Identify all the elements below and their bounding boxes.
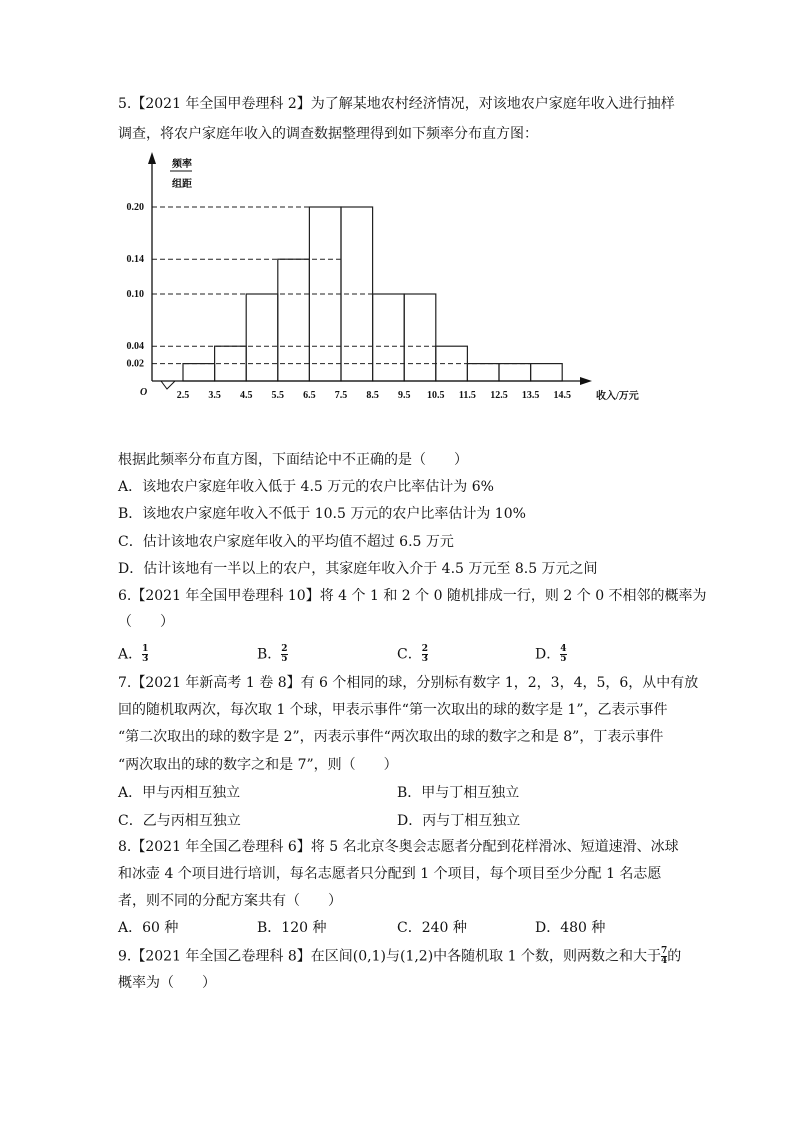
y-tick-label: 0.14 [126,254,144,266]
q7-option-b: B．甲与丁相互独立 [397,785,520,801]
y-tick-label: 0.20 [126,202,144,213]
q5-option-a: A．该地农户家庭年收入低于 4.5 万元的农户比率估计为 6% [118,479,494,495]
histogram-bar [278,259,310,381]
x-tick-label: 7.5 [334,390,348,401]
x-tick-label: 5.5 [271,390,285,401]
x-axis-label: 收入/万元 [596,391,639,402]
x-tick-label: 4.5 [239,390,253,401]
q5-line1: 5.【2021 年全国甲卷理科 2】为了解某地农村经济情况，对该地农户家庭年收入进行抽样 [118,96,675,112]
q7-line4: “两次取出的球的数字之和是 7”，则（ ） [118,757,398,773]
numerator: 4 [560,644,567,654]
x-tick-label: 14.5 [553,390,571,401]
numerator: 7 [660,946,668,956]
q6-option-a [118,645,148,664]
histogram-bar [467,364,499,381]
q6-option-c [397,645,428,664]
x-tick-label: 9.5 [397,390,411,401]
x-tick-label: 6.5 [303,390,316,401]
numerator: 1 [142,644,149,654]
q6-option-d [535,645,567,664]
q9-text-end: 的 [667,948,682,965]
x-tick-label: 13.5 [521,390,540,401]
q5-option-d: D．估计该地有一半以上的农户，其家庭年收入介于 4.5 万元至 8.5 万元之间 [118,561,598,577]
q6-line2: （ ） [118,614,174,630]
q8-option-a: A．60 种 [118,920,179,936]
q8-line3: 者，则不同的分配方案共有（ ） [118,893,342,909]
histogram-bar [246,294,278,381]
y-axis-arrow-icon [148,152,156,164]
histogram-bar [404,294,436,381]
option-label: D． [535,646,561,663]
histogram-bar [373,294,405,381]
q9-line1 [118,947,681,966]
x-tick-label: 3.5 [208,390,221,401]
q6-option-b [257,645,288,664]
q5-option-b: B．该地农户家庭年收入不低于 10.5 万元的农户比率估计为 10% [118,506,526,522]
x-tick-label: 12.5 [490,390,508,401]
q7-option-d: D．丙与丁相互独立 [397,813,521,829]
y-tick-label: 0.02 [126,358,144,370]
denominator: 3 [142,654,149,664]
fraction [142,645,148,664]
option-label: A． [118,646,143,663]
denominator: 4 [660,956,668,966]
q8-line2: 和冰壶 4 个项目进行培训，每名志愿者只分配到 1 个项目，每个项目至少分配 1 名志愿 [118,866,662,882]
axis-break-mark [161,381,175,389]
option-label: C． [397,646,422,663]
q7-option-a: A．甲与丙相互独立 [118,785,241,801]
denominator: 5 [281,654,288,664]
fraction [560,645,566,664]
q5-line2: 调查，将农户家庭年收入的调查数据整理得到如下频率分布直方图： [118,126,538,142]
q9-line2: 概率为（ ） [118,975,216,991]
x-tick-label: 2.5 [176,390,190,401]
denominator: 5 [560,654,567,664]
y-axis-label-top: 频率 [172,159,192,170]
y-tick-label: 0.10 [126,289,144,300]
q5-stem: 根据此频率分布直方图，下面结论中不正确的是（ ） [118,452,468,468]
histogram-chart [0,0,794,420]
q7-line3: “第二次取出的球的数字是 2”，丙表示事件“两次取出的球的数字之和是 8”，丁表示事件 [118,729,664,745]
fraction [422,645,428,664]
y-axis-label-bottom: 组距 [172,179,192,190]
origin-label: O [140,387,148,398]
denominator: 3 [421,654,428,664]
histogram-bar [531,364,563,381]
x-axis-arrow-icon [580,377,592,385]
histogram-bar [499,364,531,381]
q7-option-c: C．乙与丙相互独立 [118,813,241,829]
numerator: 2 [281,644,288,654]
fraction [281,645,287,664]
x-tick-label: 8.5 [366,390,379,401]
numerator: 2 [421,644,428,654]
x-tick-label: 10.5 [427,390,445,401]
q8-option-c: C．240 种 [397,920,467,936]
q8-line1: 8.【2021 年全国乙卷理科 6】将 5 名北京冬奥会志愿者分配到花样滑冰、短道速滑、冰球 [118,839,679,855]
histogram-bar [183,364,215,381]
y-tick-label: 0.04 [126,341,144,353]
option-label: B． [257,646,282,663]
q7-line1: 7.【2021 年新高考 1 卷 8】有 6 个相同的球，分别标有数字 1，2，3，4，5，6，从中有放 [118,675,699,691]
q6-line1: 6.【2021 年全国甲卷理科 10】将 4 个 1 和 2 个 0 随机排成一行，则 2 个 0 不相邻的概率为 [118,588,707,604]
q5-option-c: C．估计该地农户家庭年收入的平均值不超过 6.5 万元 [118,534,454,550]
q8-option-b: B．120 种 [257,920,327,936]
q7-line2: 回的随机取两次，每次取 1 个球，甲表示事件“第一次取出的球的数字是 1”，乙表示事件 [118,702,668,718]
q8-option-d: D．480 种 [535,920,606,936]
q9-text: 9.【2021 年全国乙卷理科 8】在区间(0,1)与(1,2)中各随机取 1 个数，则两数之和大于 [118,948,661,965]
x-tick-label: 11.5 [458,390,476,401]
